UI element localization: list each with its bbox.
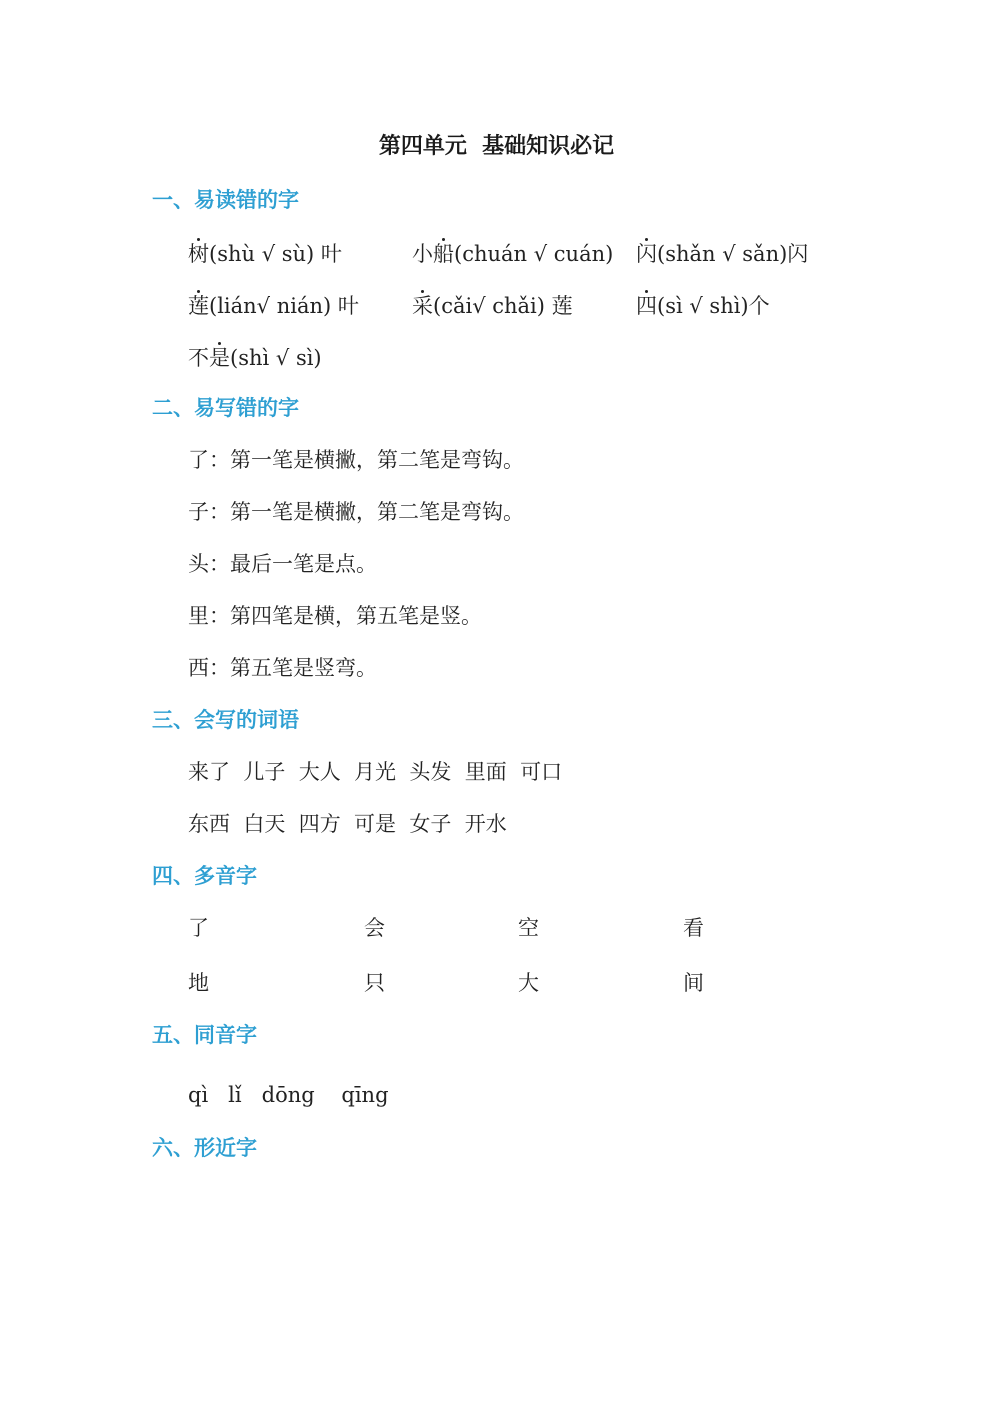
page-title: 第四单元 基础知识必记 (378, 134, 615, 159)
stroke-note: 里：第四笔是横，第五笔是竖。 (188, 604, 482, 628)
polyphone-char: 空 (518, 916, 539, 940)
dotted-char: 莲 (188, 291, 209, 321)
stroke-note: 了：第一笔是横撇，第二笔是弯钩。 (188, 448, 524, 472)
word-list: 东西 白天 四方 可是 女子 开水 (188, 812, 507, 836)
pinyin-item: 不是(shì √ sì) (188, 343, 322, 373)
polyphone-char: 会 (364, 916, 385, 940)
dotted-char: 是 (209, 343, 230, 373)
polyphone-char: 间 (683, 971, 704, 995)
pinyin-item: 四(sì √ shì)个 (636, 291, 770, 321)
dotted-char: 船 (433, 239, 454, 269)
polyphone-char: 了 (188, 916, 209, 940)
pinyin-item: 小船(chuán √ cuán) (412, 239, 613, 269)
pinyin-item: 树(shù √ sù) 叶 (188, 239, 342, 269)
section-heading-6: 六、形近字 (152, 1136, 257, 1160)
pinyin-item: 采(cǎi√ chǎi) 莲 (412, 291, 573, 321)
dotted-char: 树 (188, 239, 209, 269)
dotted-char: 闪 (636, 239, 657, 269)
pinyin-item: 闪(shǎn √ sǎn)闪 (636, 239, 808, 269)
stroke-note: 西：第五笔是竖弯。 (188, 656, 377, 680)
section-heading-5: 五、同音字 (152, 1023, 257, 1047)
dotted-char: 采 (412, 291, 433, 321)
stroke-note: 子：第一笔是横撇，第二笔是弯钩。 (188, 500, 524, 524)
polyphone-char: 看 (683, 916, 704, 940)
section-heading-3: 三、会写的词语 (152, 708, 299, 732)
polyphone-char: 大 (518, 971, 539, 995)
dotted-char: 四 (636, 291, 657, 321)
polyphone-char: 只 (364, 971, 385, 995)
section-heading-4: 四、多音字 (152, 864, 257, 888)
homophone-pinyin: qì lǐ dōng qīng (188, 1083, 389, 1107)
word-list: 来了 儿子 大人 月光 头发 里面 可口 (188, 760, 563, 784)
section-heading-2: 二、易写错的字 (152, 396, 299, 420)
section-heading-1: 一、易读错的字 (152, 188, 299, 212)
stroke-note: 头：最后一笔是点。 (188, 552, 377, 576)
polyphone-char: 地 (188, 971, 209, 995)
pinyin-item: 莲(lián√ nián) 叶 (188, 291, 359, 321)
